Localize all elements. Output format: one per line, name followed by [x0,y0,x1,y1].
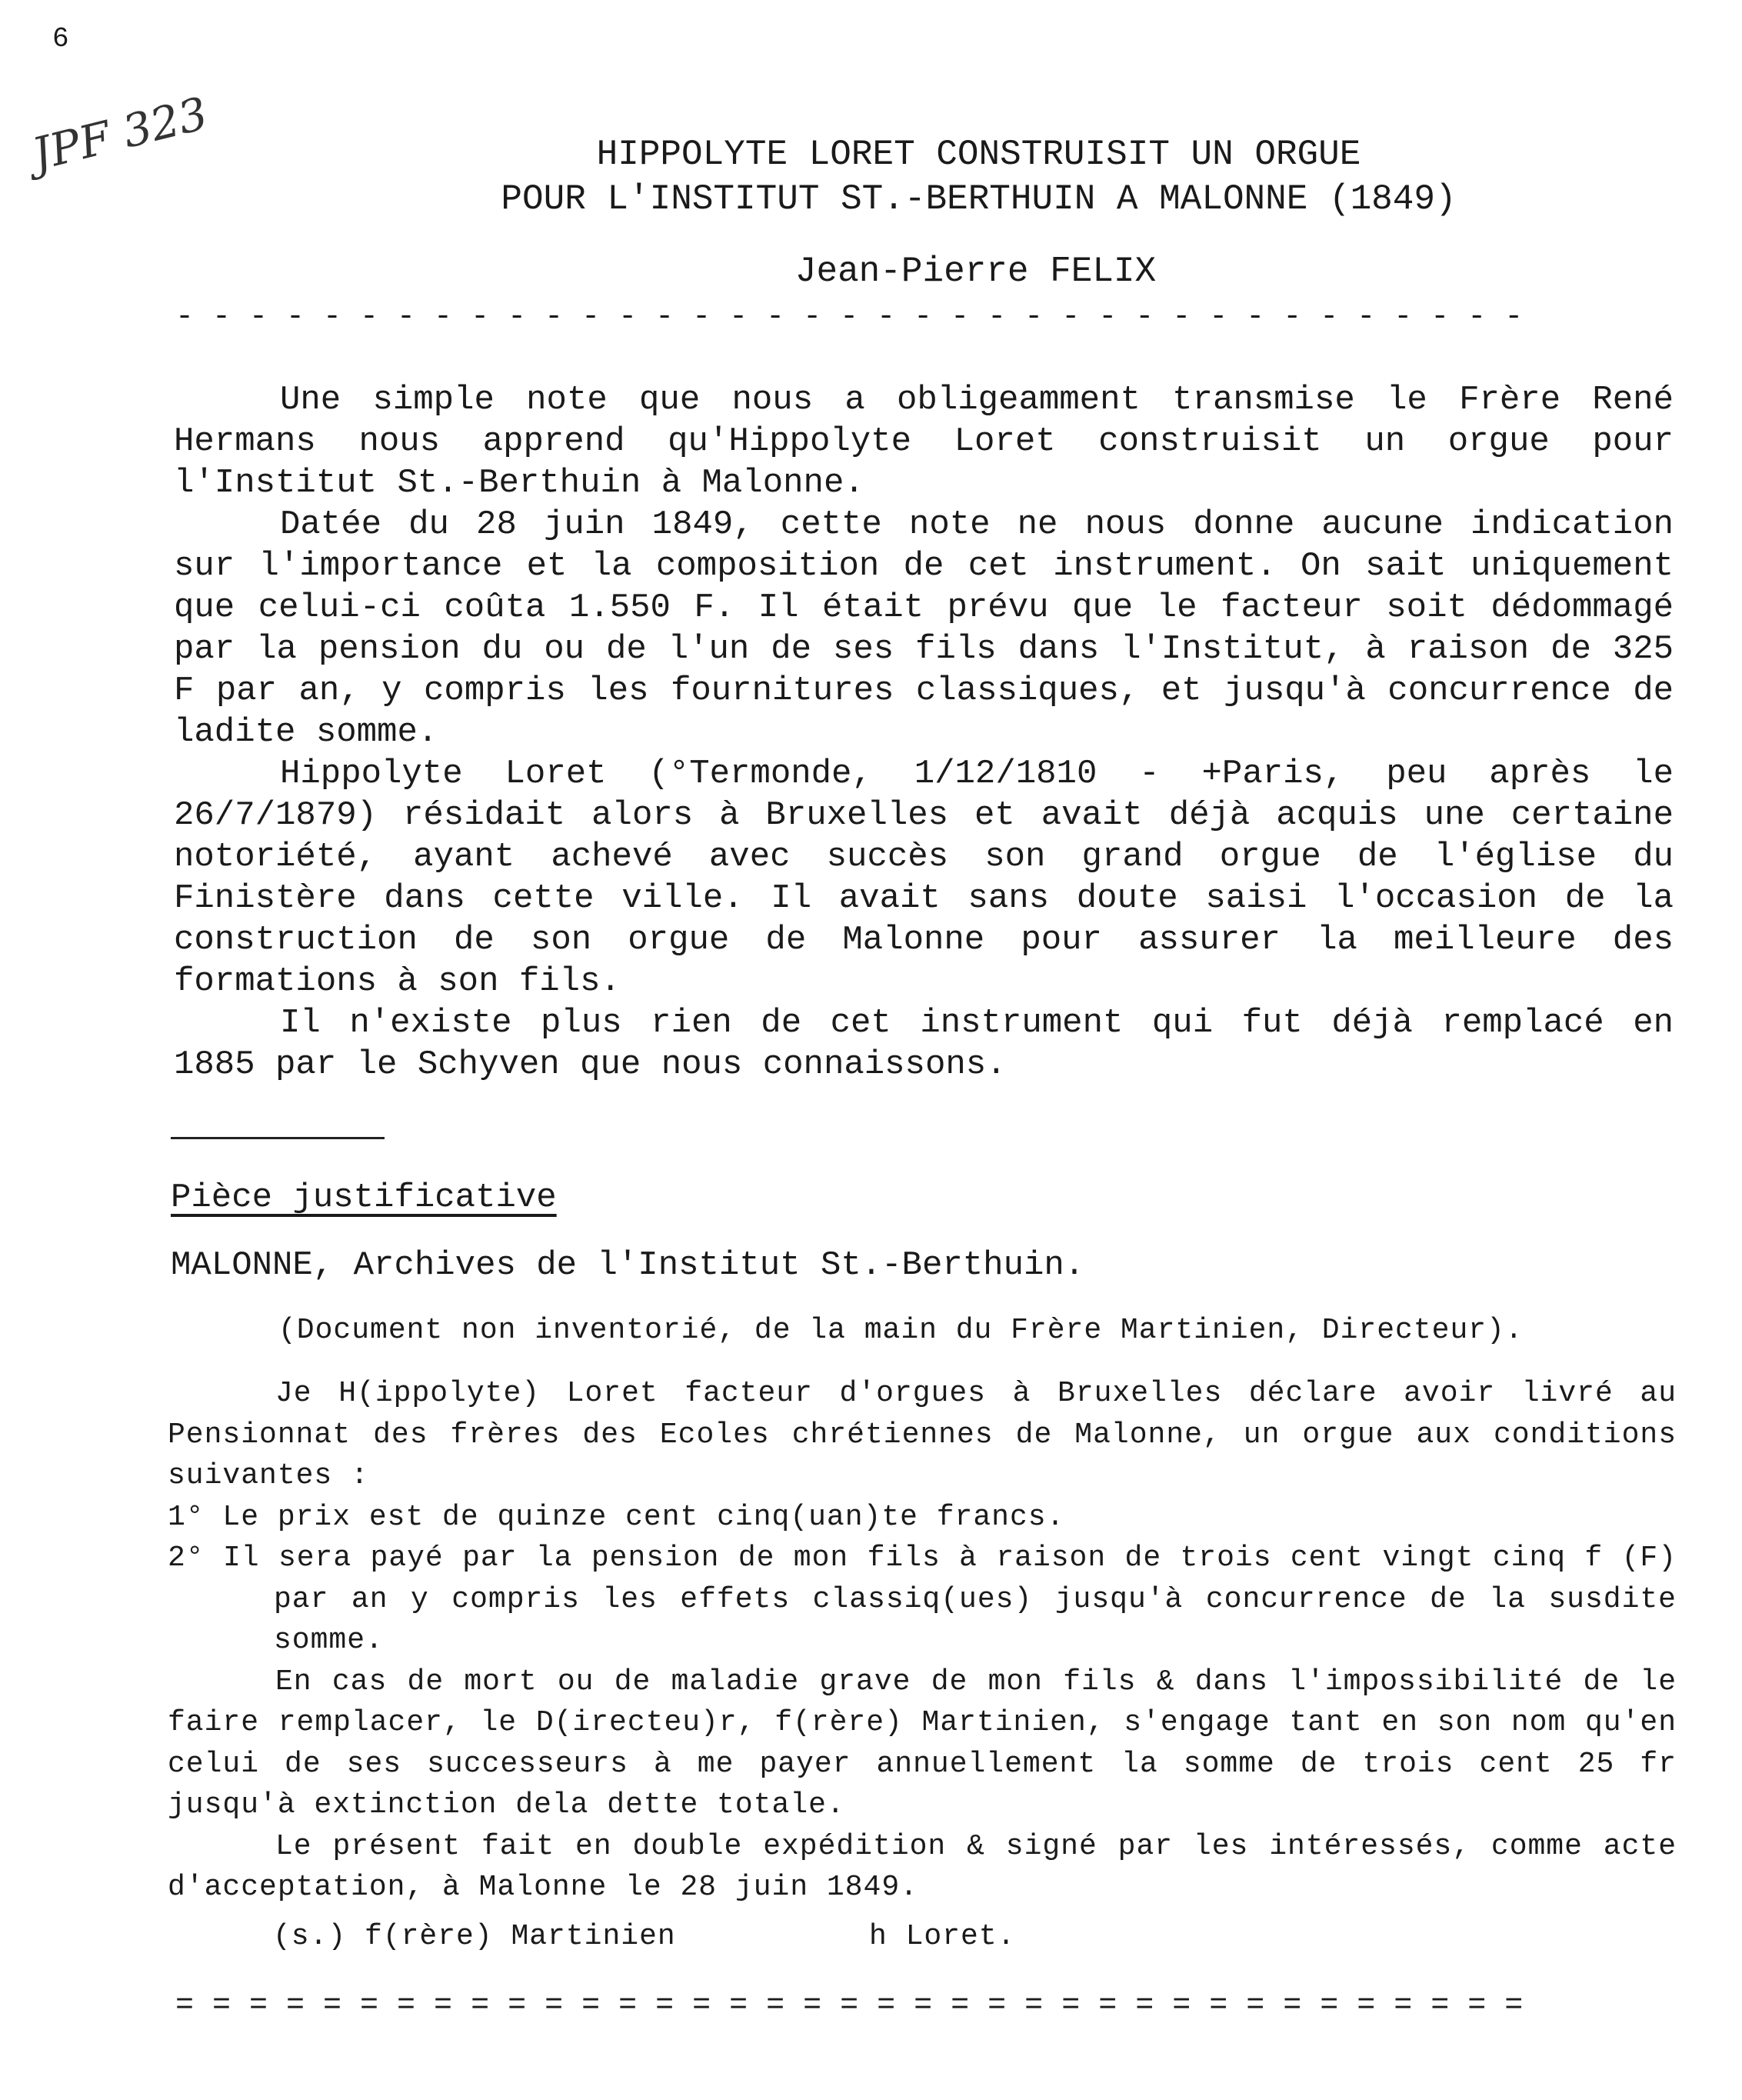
transcript-paragraph-1: Je H(ippolyte) Loret facteur d'orgues à Bruxelles déclare avoir livré au Pensionnat des frères des Ecoles chrétiennes de Malonne, un orgue aux conditions suivantes : [168,1377,1677,1492]
dashed-separator: - - - - - - - - - - - - - - - - - - - - - - - - - - - - - - - - - - - - - [175,300,1524,335]
document-note: (Document non inventorié, de la main du Frère Martinien, Directeur). [278,1314,1524,1347]
footnote-separator [171,1137,385,1139]
signature-loret: h Loret. [869,1920,1016,1953]
transcript-paragraph-4: En cas de mort ou de maladie grave de mon fils & dans l'impossibilité de le faire remplacer, le D(irecteu)r, f(rère) Martinien, s'engage tant en son nom qu'en celui de ses successeurs à me payer annuellement la somme de trois cent 25 fr jusqu'à extinction dela dette totale. [168,1665,1677,1822]
handwritten-annotation: JPF 323 [27,86,213,182]
title-line-1: HIPPOLYTE LORET CONSTRUISIT UN ORGUE [596,135,1361,175]
page-number: 6 [52,23,69,55]
article-body [174,379,1674,1085]
section-heading: Pièce justificative [171,1178,557,1217]
article-paragraph-2: Datée du 28 juin 1849, cette note ne nous donne aucune indication sur l'importance et la composition de cet instrument. On sait uniquement que celui-ci coûta 1.550 F. Il était prévu que le facteur soit dédommagé par la pension du ou de l'un de ses fils dans l'Institut, à raison de 325 F par an, y compris les fournitures classiques, et jusqu'à concurrence de ladite somme. [174,505,1674,752]
signature-martinien: (s.) f(rère) Martinien [273,1920,676,1953]
archive-source: MALONNE, Archives de l'Institut St.-Berthuin. [171,1246,1085,1285]
document-transcript [168,1373,1677,1908]
transcript-condition-1: 1° Le prix est de quinze cent cinq(uan)te francs. [168,1500,1065,1534]
article-paragraph-4: Il n'existe plus rien de cet instrument qui fut déjà remplacé en 1885 par le Schyven que nous connaissons. [174,1004,1674,1084]
title-block [0,132,1742,294]
transcript-condition-2: 2° Il sera payé par la pension de mon fils à raison de trois cent vingt cinq f (F) par an y compris les effets classiq(ues) jusqu'à concurrence de la susdite somme. [168,1542,1677,1657]
author-name: Jean-Pierre FELIX [794,252,1157,292]
transcript-paragraph-5: Le présent fait en double expédition & signé par les intéressés, comme acte d'acceptation, à Malonne le 28 juin 1849. [168,1829,1677,1904]
title-line-2: POUR L'INSTITUT ST.-BERTHUIN A MALONNE (1849) [501,179,1457,219]
article-paragraph-3: Hippolyte Loret (°Termonde, 1/12/1810 - +Paris, peu après le 26/7/1879) résidait alors à Bruxelles et avait déjà acquis une certaine notoriété, ayant achevé avec succès son grand orgue de l'église du Finistère dans cette ville. Il avait sans doute saisi l'occasion de la construction de son orgue de Malonne pour assurer la meilleure des formations à son fils. [174,755,1674,1001]
article-paragraph-1: Une simple note que nous a obligeamment transmise le Frère René Hermans nous apprend qu'Hippolyte Loret construisit un orgue pour l'Institut St.-Berthuin à Malonne. [174,381,1674,502]
double-line-separator: = = = = = = = = = = = = = = = = = = = = = = = = = = = = = = = = = = = = = [175,1988,1524,2023]
